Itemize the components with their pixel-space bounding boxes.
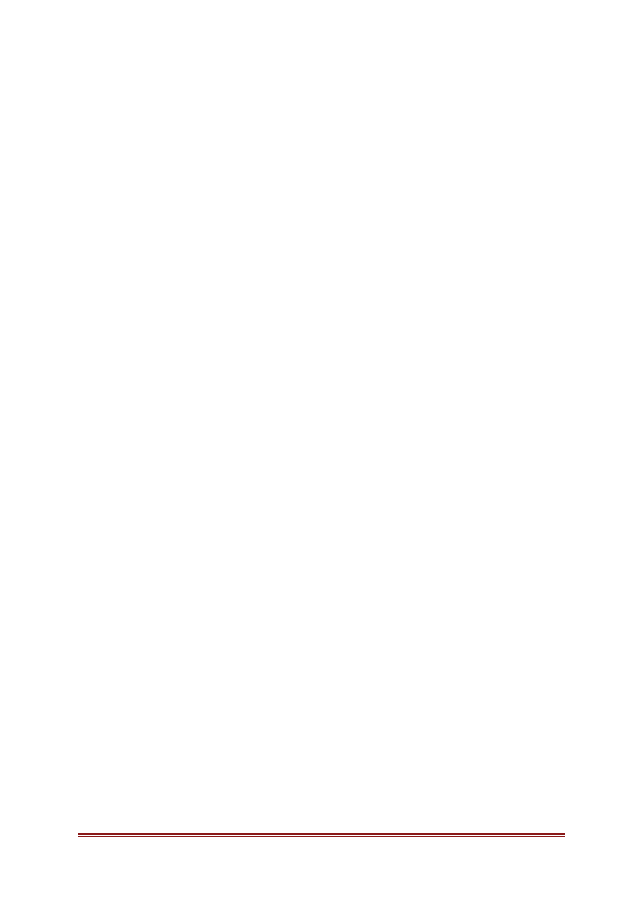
footer-rule-thin <box>78 836 565 837</box>
pinout-svg <box>86 486 326 806</box>
footer-rule <box>78 833 565 835</box>
pinout-diagram <box>86 486 326 806</box>
